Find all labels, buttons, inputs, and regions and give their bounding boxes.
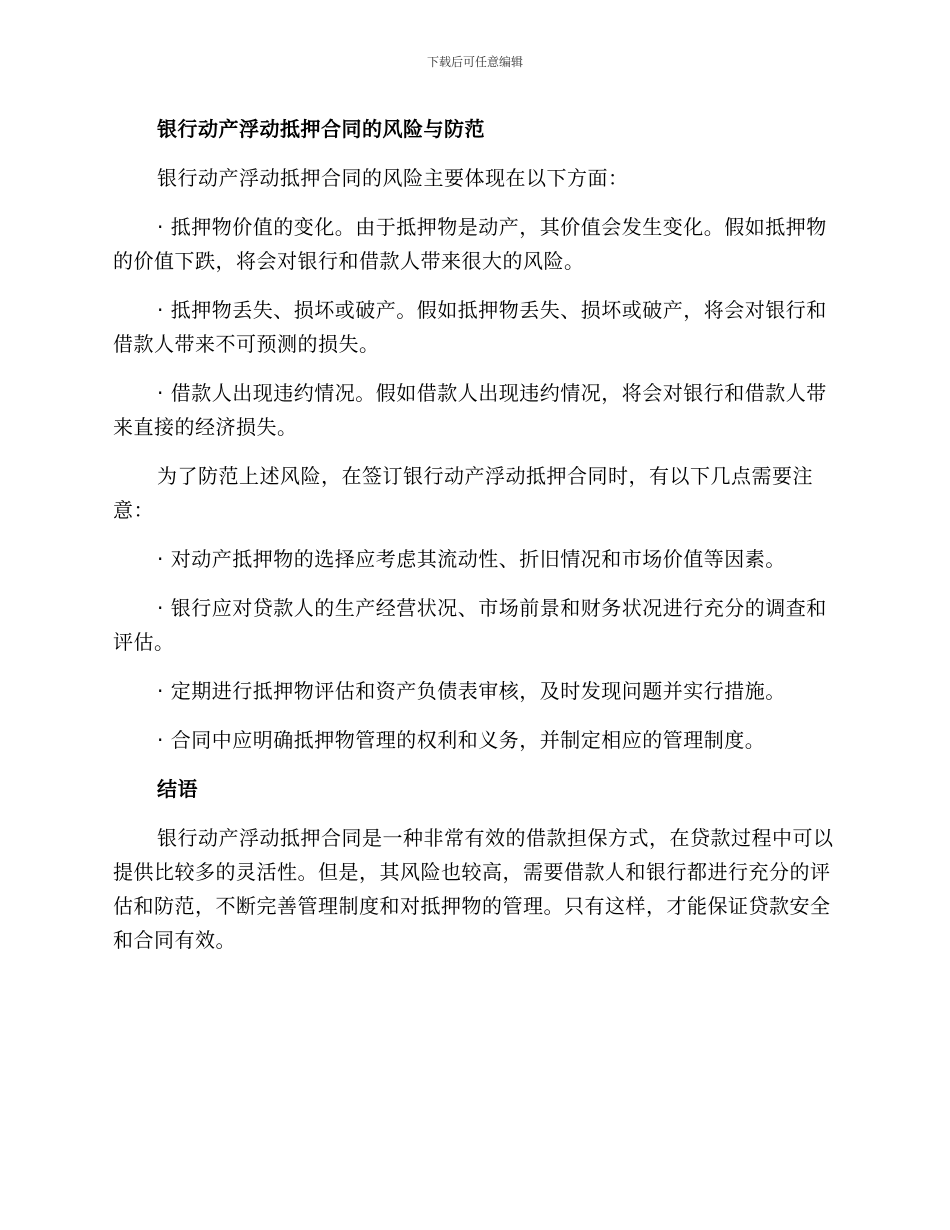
document-title: 银行动产浮动抵押合同的风险与防范	[157, 117, 485, 141]
prevention-item: · 合同中应明确抵押物管理的权利和义务，并制定相应的管理制度。	[157, 728, 766, 752]
conclusion-heading: 结语	[157, 777, 198, 801]
header-note: 下载后可任意编辑	[426, 55, 523, 69]
prevention-item: · 定期进行抵押物评估和资产负债表审核，及时发现问题并实行措施。	[157, 679, 786, 703]
document-body	[113, 112, 835, 972]
intro-paragraph: 银行动产浮动抵押合同的风险主要体现在以下方面：	[157, 166, 629, 190]
prevention-item: · 对动产抵押物的选择应考虑其流动性、折旧情况和市场价值等因素。	[157, 547, 786, 571]
prevention-item: · 银行应对贷款人的生产经营状况、市场前景和财务状况进行充分的调查和评估。	[113, 596, 827, 654]
risk-item: · 借款人出现违约情况。假如借款人出现违约情况，将会对银行和借款人带来直接的经济损失。	[113, 381, 827, 439]
risk-item: · 抵押物价值的变化。由于抵押物是动产，其价值会发生变化。假如抵押物的价值下跌，将会对银行和借款人带来很大的风险。	[113, 215, 827, 273]
risk-item: · 抵押物丢失、损坏或破产。假如抵押物丢失、损坏或破产，将会对银行和借款人带来不可预测的损失。	[113, 298, 827, 356]
prevention-intro-paragraph: 为了防范上述风险，在签订银行动产浮动抵押合同时，有以下几点需要注意：	[113, 464, 813, 522]
conclusion-paragraph: 银行动产浮动抵押合同是一种非常有效的借款担保方式，在贷款过程中可以提供比较多的灵活性。但是，其风险也较高，需要借款人和银行都进行充分的评估和防范，不断完善管理制度和对抵押物的管理。只有这样，才能保证贷款安全和合同有效。	[113, 826, 834, 952]
